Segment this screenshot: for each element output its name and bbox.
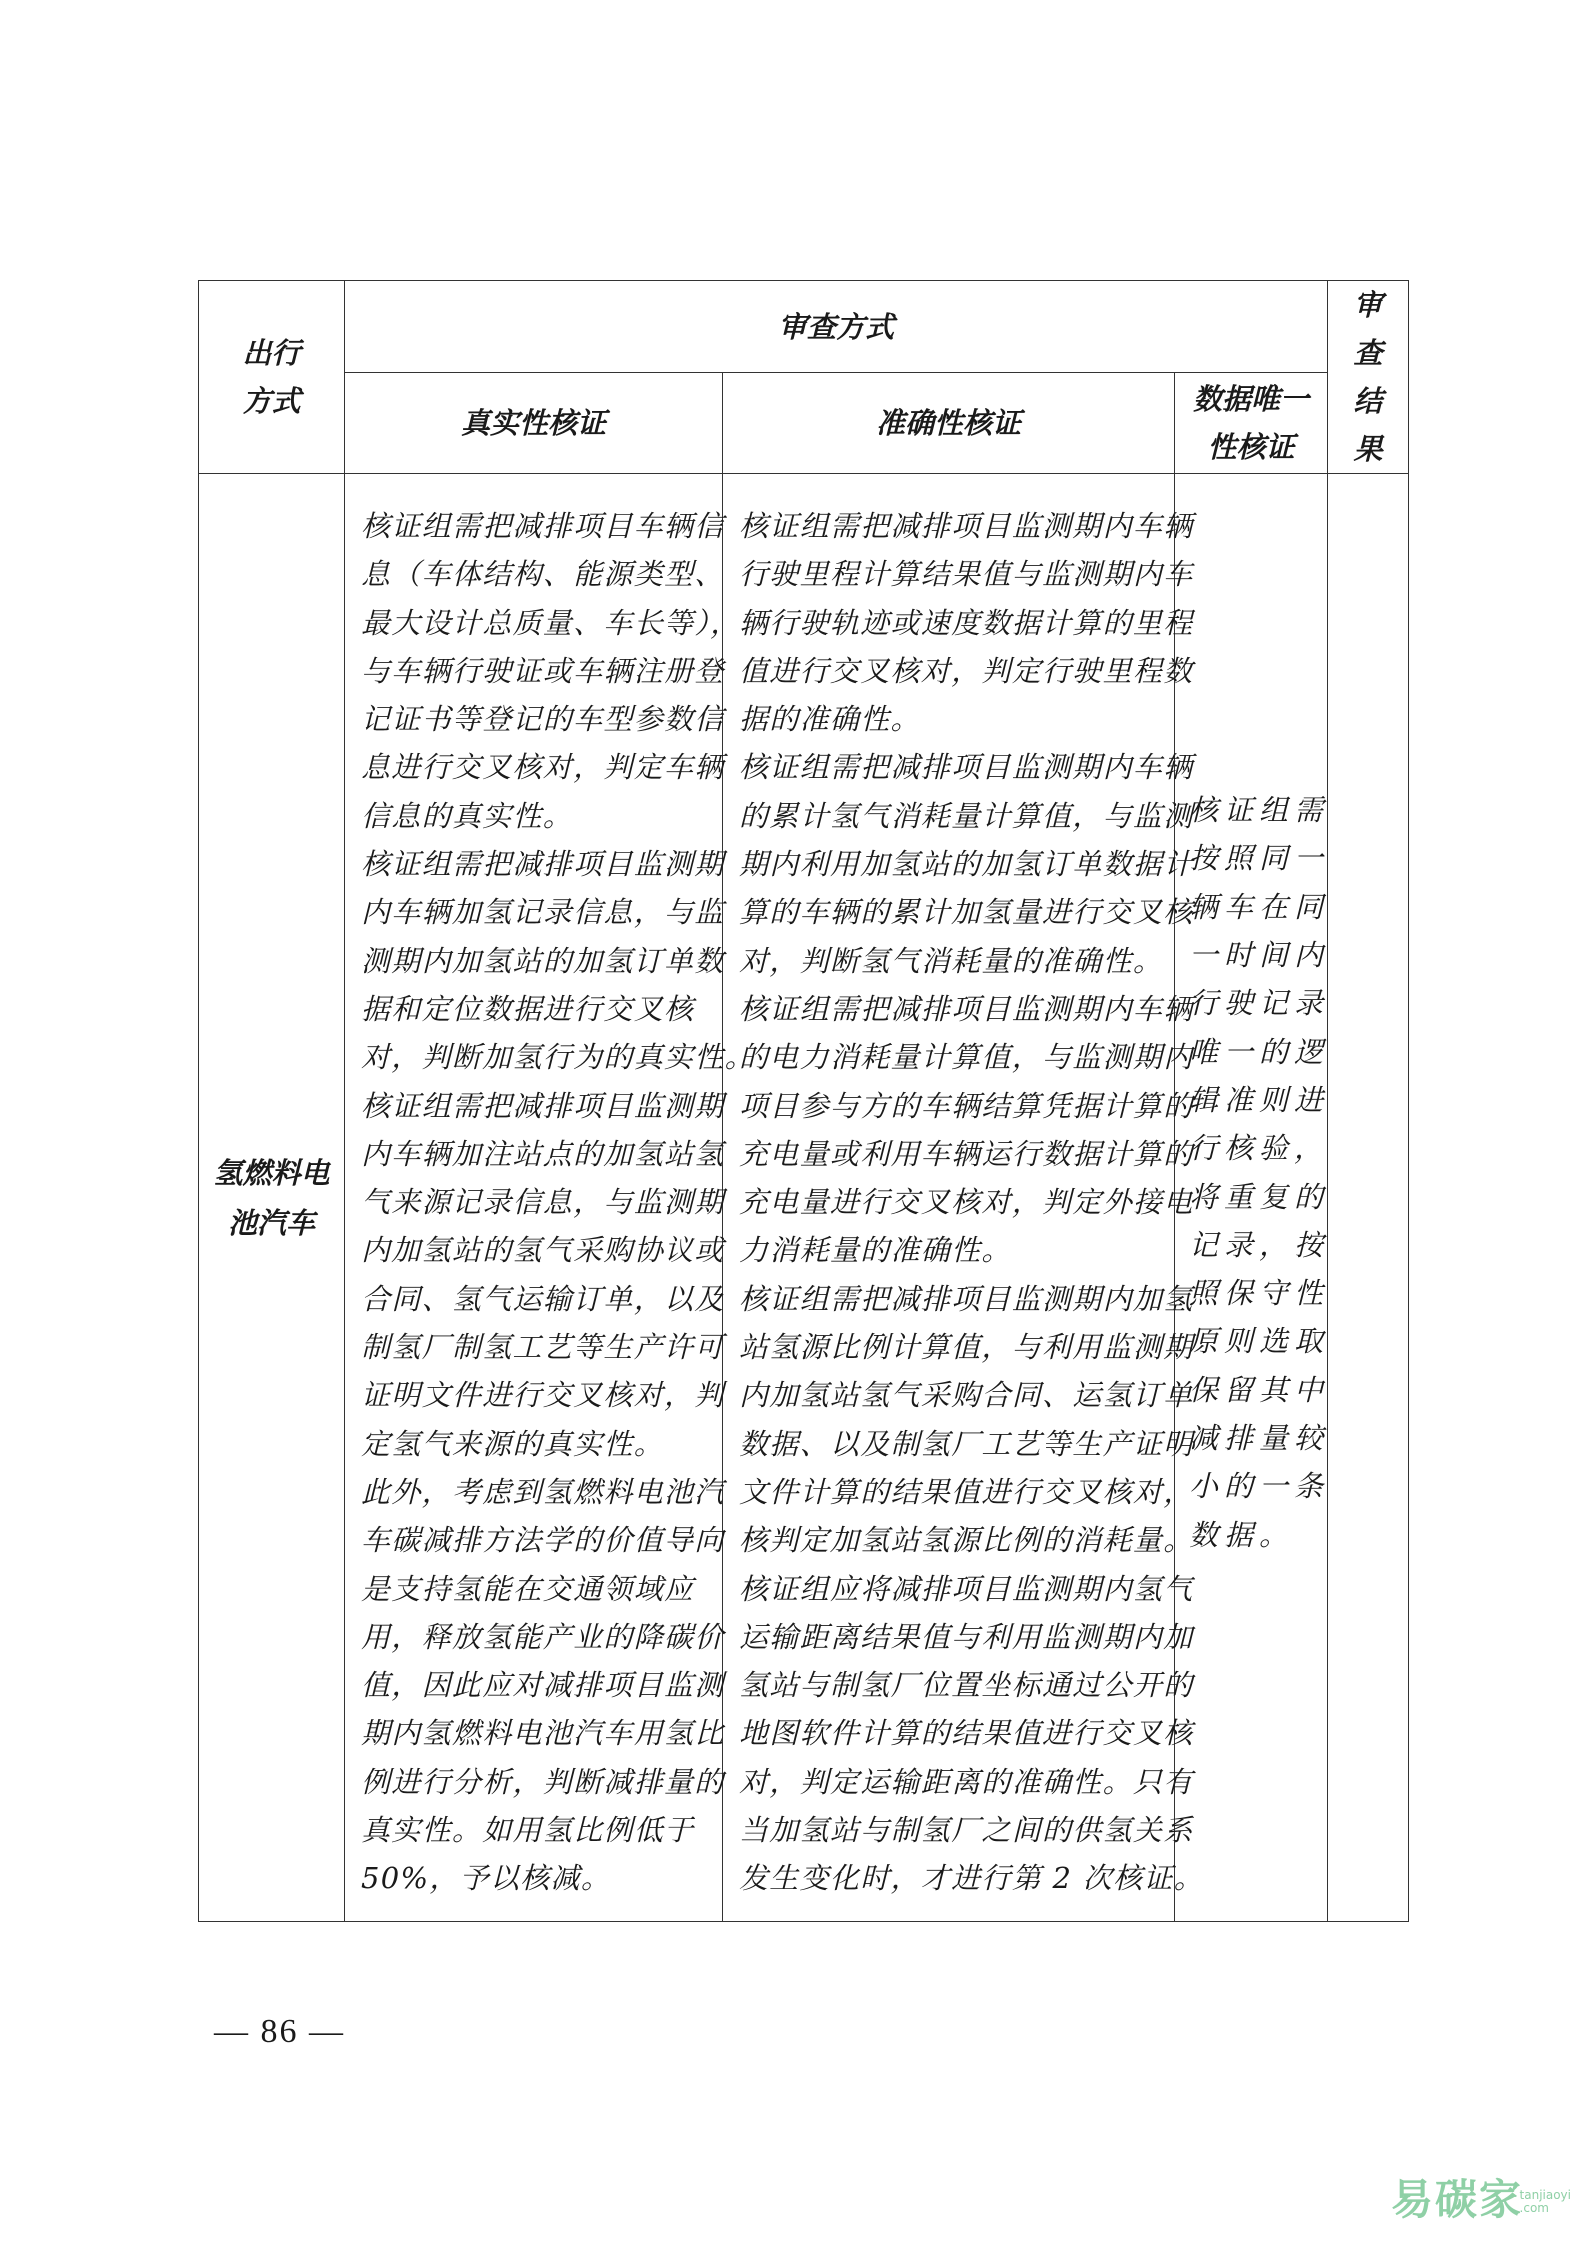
text-line: 真实性。如用氢比例低于 bbox=[361, 1813, 695, 1848]
text-line: 对，判断氢气消耗量的准确性。 bbox=[739, 943, 1164, 978]
accuracy-cell bbox=[723, 474, 1204, 1922]
header-authenticity: 真实性核证 bbox=[345, 373, 723, 474]
authenticity-cell bbox=[345, 474, 755, 1922]
review-table bbox=[198, 280, 1409, 1922]
text-line: 内车辆加注站点的加氢站氢 bbox=[361, 1136, 725, 1171]
uniqueness-cell bbox=[1175, 474, 1328, 1922]
text-line: 记录，按 bbox=[1189, 1227, 1330, 1262]
text-line: 将重复的 bbox=[1189, 1179, 1330, 1214]
text-line: 核证组应将减排项目监测期内氢气 bbox=[739, 1571, 1194, 1606]
text-line: 减排量较 bbox=[1189, 1420, 1330, 1455]
text-line: 值，因此应对减排项目监测 bbox=[361, 1668, 725, 1703]
text-line: 充电量进行交叉核对，判定外接电 bbox=[739, 1185, 1194, 1220]
text-line: 期内利用加氢站的加氢订单数据计 bbox=[739, 847, 1194, 882]
text-line: 行驶记录 bbox=[1189, 986, 1330, 1021]
uniqueness-text bbox=[1189, 786, 1330, 1559]
accuracy-text bbox=[739, 502, 1204, 1903]
page-number: — 86 — bbox=[214, 2013, 345, 2050]
text-line: 核判定加氢站氢源比例的消耗量。 bbox=[739, 1523, 1194, 1558]
text-line: 唯一的逻 bbox=[1189, 1034, 1330, 1069]
table-row bbox=[199, 474, 1409, 1922]
text-line: 项目参与方的车辆结算凭据计算的 bbox=[739, 1088, 1194, 1123]
header-accuracy: 准确性核证 bbox=[723, 373, 1175, 474]
text-line: 充电量或利用车辆运行数据计算的 bbox=[739, 1136, 1194, 1171]
text-line: 的累计氢气消耗量计算值，与监测 bbox=[739, 798, 1194, 833]
text-line: 氢站与制氢厂位置坐标通过公开的 bbox=[739, 1668, 1194, 1703]
text-line: 据的准确性。 bbox=[739, 702, 921, 737]
text-line: 发生变化时，才进行第 2 次核证。 bbox=[739, 1861, 1204, 1896]
text-line: 核证组需把减排项目监测期内车辆 bbox=[739, 509, 1194, 543]
text-line: 最大设计总质量、车长等）， bbox=[361, 605, 741, 640]
text-line: 数据、以及制氢厂工艺等生产证明 bbox=[739, 1426, 1194, 1461]
authenticity-text bbox=[361, 502, 755, 1903]
text-line: 小的一条 bbox=[1189, 1469, 1330, 1504]
text-line: 数据。 bbox=[1189, 1517, 1295, 1552]
text-line: 车碳减排方法学的价值导向 bbox=[361, 1523, 725, 1558]
text-line: 文件计算的结果值进行交叉核对， bbox=[739, 1474, 1194, 1509]
text-line: 核证组需把减排项目车辆信 bbox=[361, 509, 725, 543]
text-line: 行驶里程计算结果值与监测期内车 bbox=[739, 557, 1194, 592]
text-line: 测期内加氢站的加氢订单数 bbox=[361, 943, 725, 978]
text-line: 对，判断加氢行为的真实性。 bbox=[361, 1040, 755, 1075]
text-line: 内加氢站氢气采购合同、运氢订单 bbox=[739, 1378, 1194, 1413]
text-line: 当加氢站与制氢厂之间的供氢关系 bbox=[739, 1813, 1194, 1848]
text-line: 站氢源比例计算值，与利用监测期 bbox=[739, 1330, 1194, 1365]
text-line: 50%，予以核减。 bbox=[361, 1861, 612, 1896]
travel-mode-cell: 氢燃料电 池汽车 bbox=[199, 474, 345, 1922]
text-line: 核证组需 bbox=[1189, 793, 1330, 828]
text-line: 核证组需把减排项目监测期 bbox=[361, 847, 725, 882]
result-cell bbox=[1328, 474, 1409, 1922]
text-line: 值进行交叉核对，判定行驶里程数 bbox=[739, 653, 1194, 688]
text-line: 信息的真实性。 bbox=[361, 798, 574, 833]
text-line: 核证组需把减排项目监测期内车辆 bbox=[739, 991, 1194, 1026]
watermark-domain: tanjiaoyi .com bbox=[1519, 2188, 1571, 2215]
text-line: 期内氢燃料电池汽车用氢比 bbox=[361, 1716, 725, 1751]
text-line: 此外，考虑到氢燃料电池汽 bbox=[361, 1474, 725, 1509]
text-line: 力消耗量的准确性。 bbox=[739, 1233, 1012, 1268]
text-line: 地图软件计算的结果值进行交叉核 bbox=[739, 1716, 1194, 1751]
text-line: 与车辆行驶证或车辆注册登 bbox=[361, 653, 725, 688]
text-line: 对，判定运输距离的准确性。只有 bbox=[739, 1764, 1194, 1799]
text-line: 据和定位数据进行交叉核 bbox=[361, 991, 695, 1026]
text-line: 定氢气来源的真实性。 bbox=[361, 1426, 665, 1461]
text-line: 一时间内 bbox=[1189, 938, 1330, 973]
text-line: 是支持氢能在交通领域应 bbox=[361, 1571, 695, 1606]
text-line: 证明文件进行交叉核对，判 bbox=[361, 1378, 725, 1413]
text-line: 核证组需把减排项目监测期内车辆 bbox=[739, 750, 1194, 785]
text-line: 息（车体结构、能源类型、 bbox=[361, 557, 725, 592]
text-line: 原则选取 bbox=[1189, 1324, 1330, 1359]
text-line: 核证组需把减排项目监测期 bbox=[361, 1088, 725, 1123]
text-line: 行核验， bbox=[1189, 1131, 1330, 1166]
text-line: 照保守性 bbox=[1189, 1276, 1330, 1311]
text-line: 核证组需把减排项目监测期内加氢 bbox=[739, 1281, 1194, 1316]
header-uniqueness: 数据唯一 性核证 bbox=[1175, 373, 1328, 474]
text-line: 的电力消耗量计算值，与监测期内 bbox=[739, 1040, 1194, 1075]
text-line: 按照同一 bbox=[1189, 841, 1330, 876]
header-review-method: 审查方式 bbox=[345, 281, 1328, 373]
text-line: 辆车在同 bbox=[1189, 889, 1330, 924]
text-line: 息进行交叉核对，判定车辆 bbox=[361, 750, 725, 785]
watermark-text: 易碳家 bbox=[1390, 2175, 1523, 2224]
text-line: 内车辆加氢记录信息，与监 bbox=[361, 895, 725, 930]
text-line: 内加氢站的氢气采购协议或 bbox=[361, 1233, 725, 1268]
text-line: 制氢厂制氢工艺等生产许可 bbox=[361, 1330, 725, 1365]
header-review-result: 审 查 结 果 bbox=[1328, 281, 1409, 474]
watermark-logo bbox=[1365, 2171, 1575, 2237]
text-line: 算的车辆的累计加氢量进行交叉核 bbox=[739, 895, 1194, 930]
text-line: 例进行分析，判断减排量的 bbox=[361, 1764, 725, 1799]
text-line: 合同、氢气运输订单，以及 bbox=[361, 1281, 725, 1316]
text-line: 用，释放氢能产业的降碳价 bbox=[361, 1619, 725, 1654]
text-line: 辆行驶轨迹或速度数据计算的里程 bbox=[739, 605, 1194, 640]
text-line: 气来源记录信息，与监测期 bbox=[361, 1185, 725, 1220]
text-line: 运输距离结果值与利用监测期内加 bbox=[739, 1619, 1194, 1654]
text-line: 辑准则进 bbox=[1189, 1082, 1330, 1117]
text-line: 保留其中 bbox=[1189, 1372, 1330, 1407]
text-line: 记证书等登记的车型参数信 bbox=[361, 702, 725, 737]
header-travel-mode: 出行 方式 bbox=[199, 281, 345, 474]
